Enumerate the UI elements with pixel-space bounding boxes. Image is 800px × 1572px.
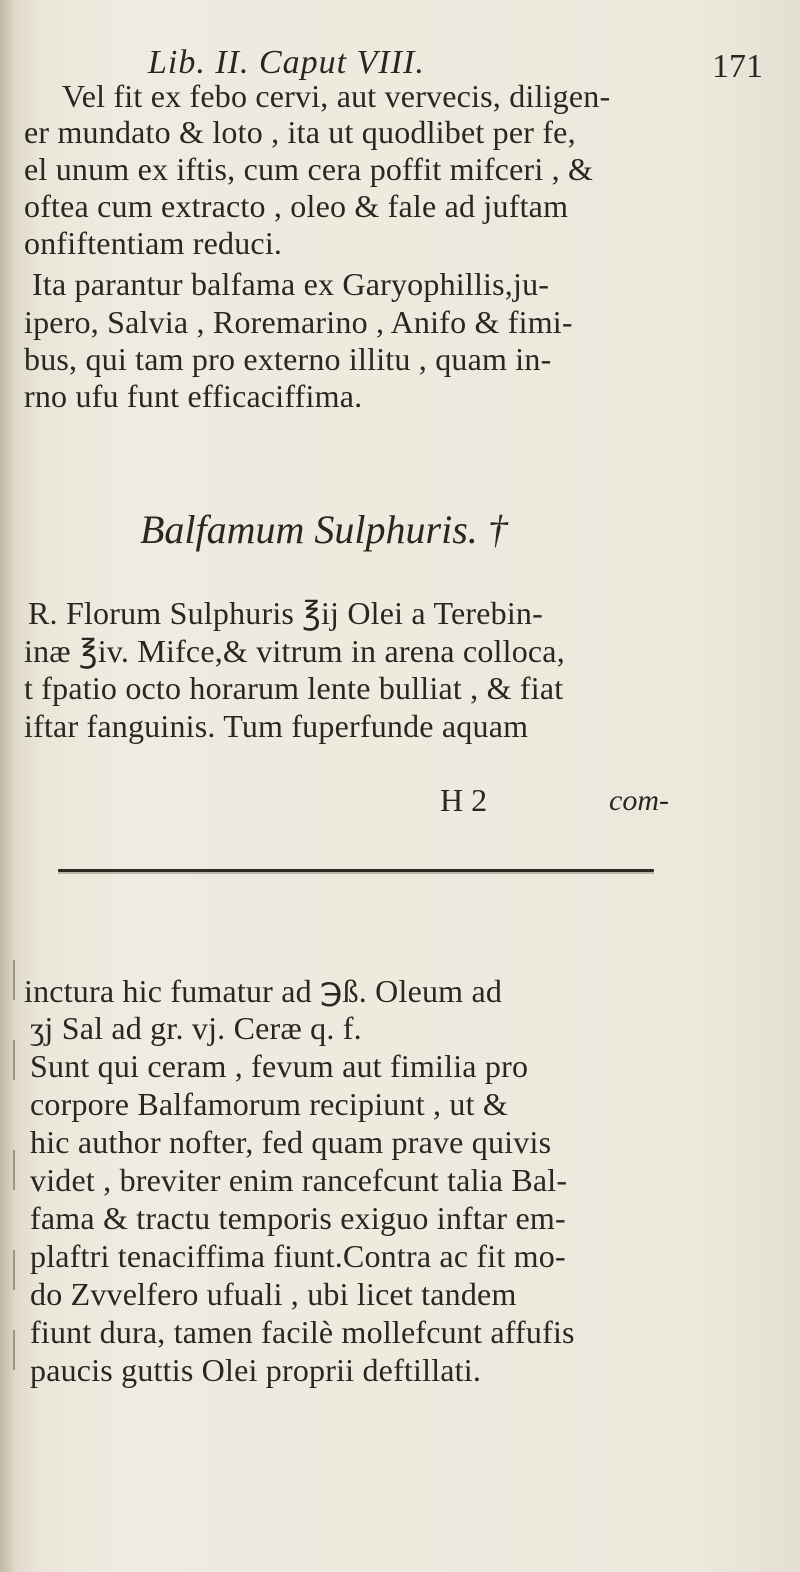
text-line: oftea cum extracto , oleo & fale ad juftam xyxy=(24,188,569,224)
text-line: ipero, Salvia , Roremarino , Anifo & fimi- xyxy=(24,304,573,340)
text-line: bus, qui tam pro externo illitu , quam in- xyxy=(24,341,552,377)
binding-edge-marks xyxy=(6,950,20,1430)
signature-mark: H 2 xyxy=(440,782,488,818)
text-line: onfiftentiam reduci. xyxy=(24,225,283,261)
text-line: Ita parantur balfama ex Garyophillis,ju- xyxy=(32,266,550,302)
text-line: t fpatio octo horarum lente bulliat , & fiat xyxy=(24,670,564,706)
text-line: hic author nofter, fed quam prave quivis xyxy=(30,1124,552,1160)
text-line: Sunt qui ceram , fevum aut fimilia pro xyxy=(30,1048,529,1084)
text-line: videt , breviter enim rancefcunt talia Bal- xyxy=(30,1162,568,1198)
text-line: plaftri tenaciffima fiunt.Contra ac fit mo- xyxy=(30,1238,566,1274)
text-line: er mundato & loto , ita ut quodlibet per fe, xyxy=(24,114,576,150)
text-line: R. Florum Sulphuris ℥ij Olei a Terebin- xyxy=(28,595,543,631)
text-line: ʒj Sal ad gr. vj. Ceræ q. f. xyxy=(30,1010,362,1046)
page-divider-shadow xyxy=(58,872,654,874)
text-line: iftar fanguinis. Tum fuperfunde aquam xyxy=(24,708,529,744)
text-line: Vel fit ex febo cervi, aut vervecis, diligen- xyxy=(62,78,611,114)
text-line: do Zvvelfero ufuali , ubi licet tandem xyxy=(30,1276,517,1312)
text-line: fama & tractu temporis exiguo inftar em- xyxy=(30,1200,566,1236)
section-heading: Balfamum Sulphuris. † xyxy=(140,507,508,552)
text-line: el unum ex iftis, cum cera poffit mifceri , & xyxy=(24,151,594,187)
catchword: com- xyxy=(609,784,669,817)
text-line: corpore Balfamorum recipiunt , ut & xyxy=(30,1086,508,1122)
text-line: rno ufu funt efficaciffima. xyxy=(24,378,363,414)
running-title: Lib. II. Caput VIII. xyxy=(148,44,425,81)
text-line: fiunt dura, tamen facilè mollefcunt affufis xyxy=(30,1314,575,1350)
page-number: 171 xyxy=(712,48,763,85)
text-line: inctura hic fumatur ad ℈ß. Oleum ad xyxy=(24,973,503,1009)
text-line: paucis guttis Olei proprii deftillati. xyxy=(30,1352,482,1388)
text-line: inæ ℥iv. Mifce,& vitrum in arena colloca, xyxy=(24,633,565,669)
